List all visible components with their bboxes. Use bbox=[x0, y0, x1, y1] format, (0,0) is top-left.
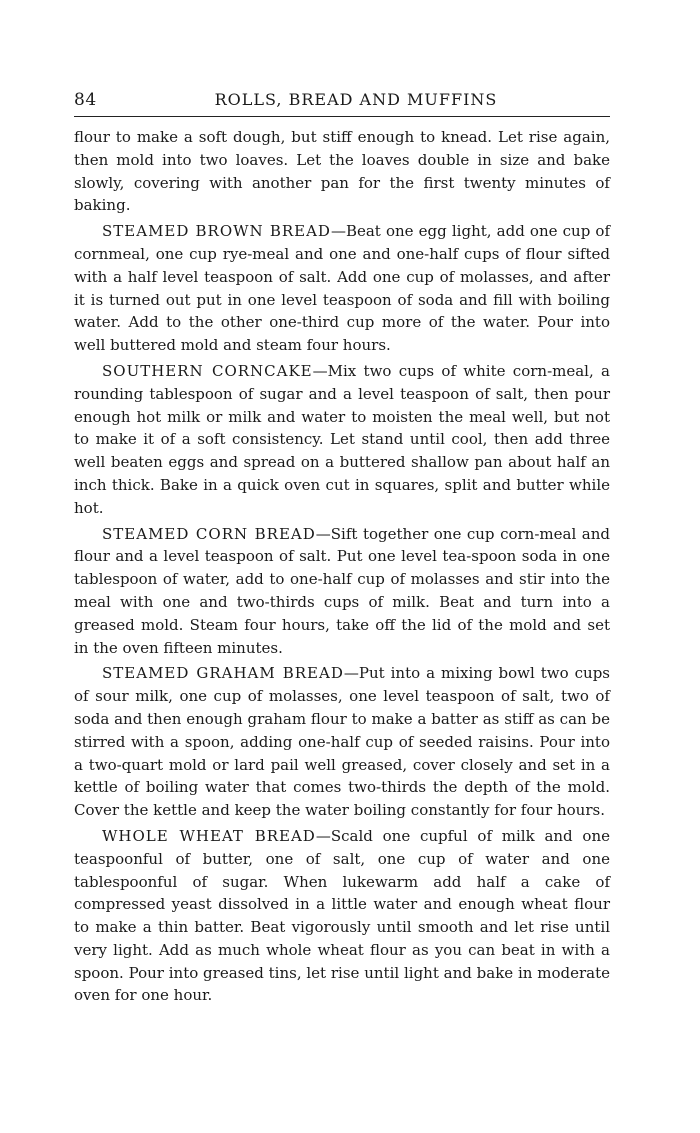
recipe-title: SOUTHERN CORNCAKE bbox=[102, 361, 313, 380]
recipe-title: WHOLE WHEAT BREAD bbox=[102, 826, 316, 845]
recipe-text: —Sift together one cup corn-meal and flour and a level teaspoon of salt. Put one level tea-spoon soda in one tablespoon of water, add to one-half cup of molasses and stir into the meal with one and two-thirds cups of milk. Beat and turn into a greased mold. Steam four hours, take off the lid of the mold and set in the oven fifteen minutes. bbox=[74, 524, 610, 657]
recipe-text: —Put into a mixing bowl two cups of sour milk, one cup of molasses, one level teaspoon of salt, two of soda and then enough graham flour to make a batter as stiff as can be stirred with a spoon, adding one-half cup of seeded raisins. Pour into a two-quart mold or lard pail well greased, cover closely and set in a kettle of boiling water that comes two-thirds the depth of the mold. Cover the kettle and keep the water boiling constantly for four hours. bbox=[74, 664, 610, 820]
page-header bbox=[74, 90, 610, 117]
recipe-text: —Beat one egg light, add one cup of cornmeal, one cup rye-meal and one and one-half cups of flour sifted with a half level teaspoon of salt. Add one cup of molasses, and after it is turned out put in one level teaspoon of soda and fill with boiling water. Add to the other one-third cup more of the water. Pour into well buttered mold and steam four hours. bbox=[74, 222, 611, 355]
recipe-steamed-brown-bread bbox=[74, 220, 610, 357]
recipe-text: —Scald one cupful of milk and one teaspoonful of butter, one of salt, one cup of water and one tablespoonful of sugar. When lukewarm add half a cake of compressed yeast dissolved in a little water and enough wheat flour to make a thin batter. Beat vigorously until smooth and let rise until very light. Add as much whole wheat flour as you can beat in with a spoon. Pour into greased tins, let rise until light and bake in moderate oven for one hour. bbox=[74, 826, 610, 1005]
recipe-steamed-corn-bread bbox=[74, 523, 610, 660]
page-number: 84 bbox=[74, 90, 97, 110]
recipe-whole-wheat-bread bbox=[74, 825, 610, 1007]
running-title: ROLLS, BREAD AND MUFFINS bbox=[214, 90, 498, 109]
recipe-southern-corncake bbox=[74, 360, 610, 520]
recipe-title: STEAMED GRAHAM BREAD bbox=[102, 664, 344, 683]
recipe-steamed-graham-bread bbox=[74, 662, 610, 822]
recipe-title: STEAMED BROWN BREAD bbox=[102, 222, 331, 241]
page-body bbox=[74, 126, 610, 1007]
recipe-text: —Mix two cups of white corn-meal, a rounding tablespoon of sugar and a level teaspoon of salt, then pour enough hot milk or milk and water to moisten the meal well, but not to make it of a soft consistency. Let stand until cool, then add three well beaten eggs and spread on a buttered shallow pan about half an inch thick. Bake in a quick oven cut in squares, split and butter while hot. bbox=[74, 361, 610, 517]
continuation-paragraph: flour to make a soft dough, but stiff enough to knead. Let rise again, then mold into two loaves. Let the loaves double in size and bake slowly, covering with another pan for the first twenty minutes of baking. bbox=[74, 128, 610, 215]
recipe-title: STEAMED CORN BREAD bbox=[102, 524, 316, 543]
